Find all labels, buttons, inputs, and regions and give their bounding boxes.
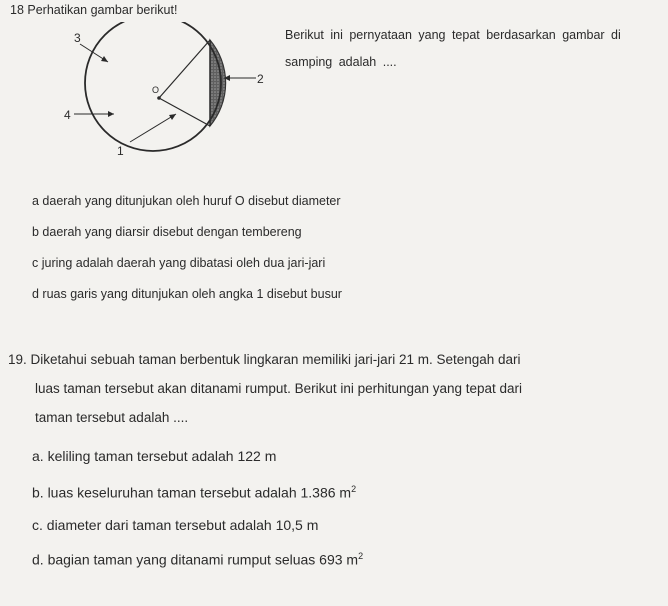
- radius-line-lower: [159, 98, 210, 126]
- q19-option-d: [32, 551, 363, 568]
- label-4: 4: [64, 108, 71, 122]
- segment-shaded: [210, 40, 226, 126]
- pointer-1: [130, 114, 176, 142]
- question-18-title: 18 Perhatikan gambar berikut!: [10, 3, 178, 17]
- q18-option-b: b daerah yang diarsir disebut dengan tembereng: [32, 225, 302, 239]
- question-18-intro: Berikut ini pernyataan yang tepat berdasarkan gambar di samping adalah ....: [285, 28, 621, 69]
- q19-stem-line-1: 19. Diketahui sebuah taman berbentuk lingkaran memiliki jari-jari 21 m. Setengah dari: [8, 352, 521, 367]
- center-point: [157, 96, 161, 100]
- question-19-stem: [8, 345, 658, 432]
- q19-option-a: [32, 448, 276, 464]
- radius-line-upper: [159, 40, 210, 98]
- pointer-1-arrowhead: [169, 114, 176, 120]
- label-O: O: [152, 85, 160, 95]
- q18-option-a: a daerah yang ditunjukan oleh huruf O disebut diameter: [32, 194, 341, 208]
- q19-stem-line-3: taman tersebut adalah ....: [35, 410, 189, 425]
- q19-option-c: [32, 517, 318, 533]
- q19-option-b: [32, 484, 356, 501]
- q19-option-b-exponent: 2: [351, 484, 357, 494]
- label-1: 1: [117, 144, 124, 158]
- q19-stem-line-2: luas taman tersebut akan ditanami rumput. Berikut ini perhitungan yang tepat dari: [35, 381, 523, 396]
- q19-option-d-exponent: 2: [358, 551, 364, 561]
- q19-option-d-text: d. bagian taman yang ditanami rumput seluas 693 m: [32, 551, 359, 568]
- q19-option-c-text: c. diameter dari taman tersebut adalah 10,5 m: [32, 517, 319, 533]
- label-3: 3: [74, 31, 81, 45]
- pointer-3-arrowhead: [101, 56, 108, 62]
- q18-option-d: d ruas garis yang ditunjukan oleh angka 1 disebut busur: [32, 287, 342, 301]
- q18-option-c: c juring adalah daerah yang dibatasi oleh dua jari-jari: [32, 256, 326, 270]
- q19-option-a-text: a. keliling taman tersebut adalah 122 m: [32, 448, 277, 464]
- pointer-4-arrowhead: [108, 111, 114, 117]
- circle-figure: [28, 22, 268, 172]
- q19-option-b-text: b. luas keseluruhan taman tersebut adalah 1.386 m: [32, 484, 352, 501]
- label-2: 2: [257, 72, 264, 86]
